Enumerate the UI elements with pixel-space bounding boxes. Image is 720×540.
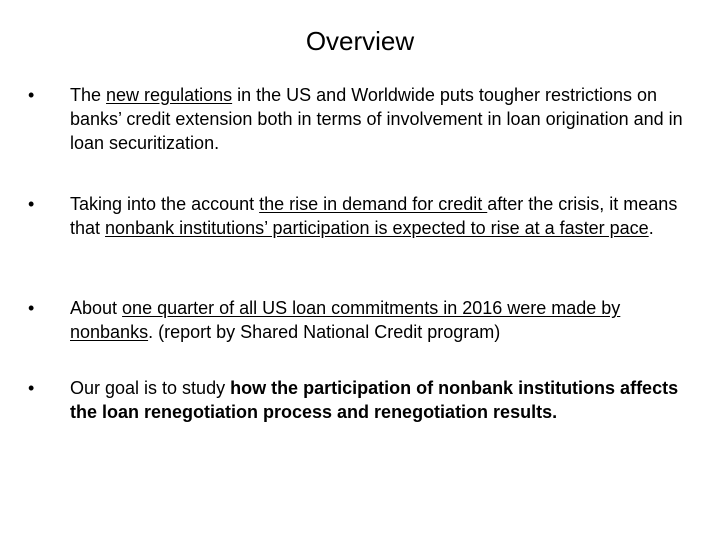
bullet-text-segment: Taking into the account: [70, 194, 260, 214]
bullet-text: [70, 376, 688, 424]
underlined-phrase: one quarter of all US loan commitments in 2016 were made by nonbanks: [70, 298, 621, 342]
bullet-marker: •: [28, 194, 35, 214]
bullet-marker: •: [28, 378, 35, 398]
underlined-phrase: new regulations: [106, 85, 233, 105]
bullet-text-segment: in the US and Worldwide puts tougher restrictions on banks’ credit extension both in terms of involvement in loan origination and in loan securitization.: [70, 85, 683, 153]
bullet-text: [70, 83, 688, 155]
bullet-marker: •: [28, 85, 35, 105]
bullet-text: [70, 296, 688, 344]
bullet-text-segment: . (report by Shared National Credit program): [148, 322, 501, 342]
bullet-text-segment: Our goal is to study: [70, 378, 231, 398]
bullet-text-segment: after the crisis, it means that: [70, 194, 678, 238]
bold-phrase: how the participation of nonbank institutions affects the loan renegotiation process and renegotiation results.: [70, 378, 679, 422]
bullet-text-segment: About: [70, 298, 123, 318]
bullet-text: [70, 192, 688, 240]
slide-title: Overview: [305, 26, 415, 56]
underlined-phrase: the rise in demand for credit: [259, 194, 488, 214]
bullet-marker: •: [28, 298, 35, 318]
underlined-phrase: nonbank institutions’ participation is expected to rise at a faster pace: [105, 218, 649, 238]
bullet-text-segment: .: [648, 218, 654, 238]
bullet-text-segment: The: [70, 85, 107, 105]
